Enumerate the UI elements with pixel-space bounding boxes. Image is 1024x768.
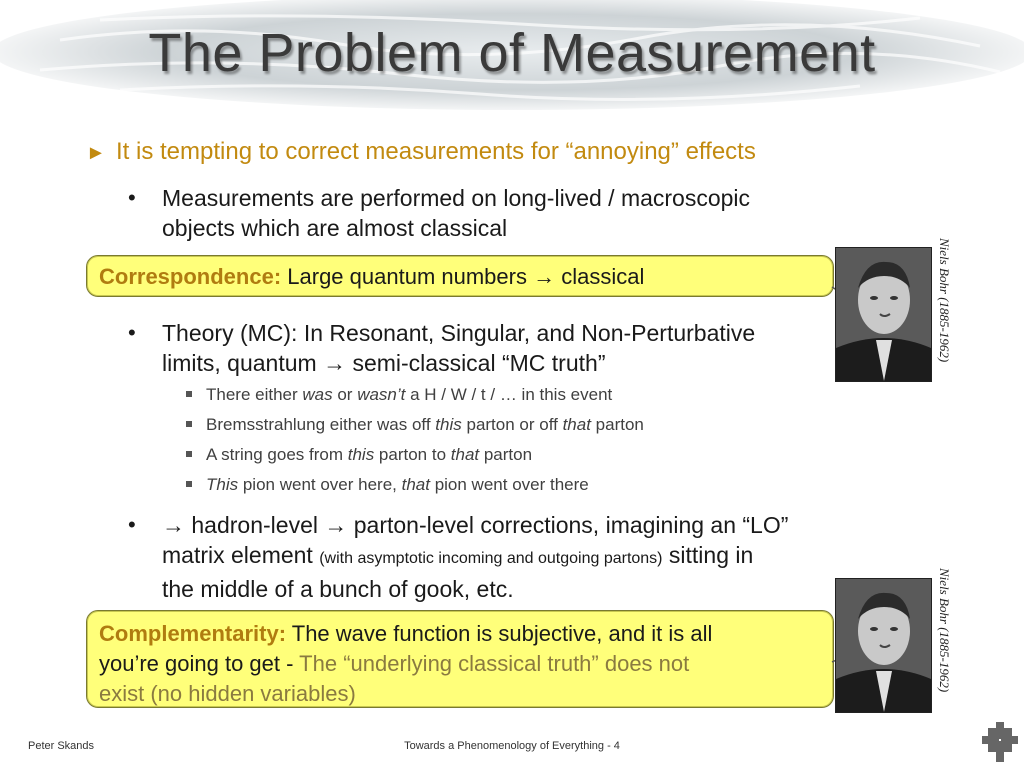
sub3-text: There either (206, 385, 303, 404)
page-title: The Problem of Measurement (148, 23, 876, 83)
sub3-emphasis: that (401, 475, 430, 494)
correspondence-callout (86, 255, 834, 297)
sub3-text: Bremsstrahlung either was off (206, 415, 436, 434)
callout-text: classical (555, 264, 645, 289)
arrow-icon: → (324, 512, 348, 538)
sub3-emphasis: this (435, 415, 462, 434)
callout-label: Correspondence: (99, 264, 282, 289)
sub-bullet-text: parton-level corrections, imagining an “LO” (347, 512, 789, 538)
portrait-photo (835, 578, 932, 713)
callout-text: The wave function is subjective, and it is all (286, 621, 713, 646)
sub3-text: parton (590, 415, 644, 434)
sub-bullet-hadron-level (128, 510, 854, 602)
arrow-icon: → (533, 264, 556, 289)
sub3-text: parton or off (461, 415, 563, 434)
sub-bullet-line: Measurements are performed on long-lived / macroscopic (162, 185, 751, 211)
sub3-text: or (332, 385, 358, 404)
bullet-dot-icon: • (128, 320, 136, 345)
complementarity-callout (86, 610, 834, 708)
sub3-emphasis: This (206, 475, 239, 494)
sub3-emphasis: that (450, 445, 480, 464)
sub-bullet-line: objects which are almost classical (162, 215, 508, 241)
fermilab-logo-icon (982, 722, 1018, 762)
main-bullet-text: It is tempting to correct measurements for “annoying” effects (116, 138, 756, 165)
callout-text: Large quantum numbers (281, 264, 534, 289)
photo-caption: Niels Bohr (1885-1962) (937, 568, 952, 693)
bullet-dot-icon: • (128, 185, 136, 210)
sub-bullet-text: semi-classical “MC truth” (346, 350, 606, 376)
sub3-text: a H / W / t / … in this event (405, 385, 613, 404)
sub3-text: parton to (374, 445, 451, 464)
arrow-icon: → (323, 350, 347, 376)
footer-author: Peter Skands (28, 740, 95, 752)
callout-text: you’re going to get - (99, 651, 300, 676)
arrow-icon: → (162, 512, 185, 538)
square-bullet-icon (186, 421, 192, 427)
square-bullet-icon (186, 391, 192, 397)
sub-bullet-measurements (128, 183, 854, 243)
sub3-emphasis: wasn’t (357, 385, 406, 404)
callout-label: Complementarity: (99, 621, 287, 646)
sub3-text: pion went over here, (238, 475, 402, 494)
main-bullet (86, 138, 756, 166)
footer-title: Towards a Phenomenology of Everything - 4 (404, 740, 620, 752)
callout-grey-text: The “underlying classical truth” does not (299, 651, 690, 676)
square-bullet-icon (186, 481, 192, 487)
sub3-text: pion went over there (429, 475, 589, 494)
sub-bullet-text: matrix element (162, 542, 320, 568)
sub-bullet-theory (128, 318, 854, 378)
sub-bullet-text: limits, quantum (162, 350, 324, 376)
sub3-emphasis: that (562, 415, 591, 434)
right-pointer-icon: ► (86, 142, 106, 164)
sub3-text: A string goes from (206, 445, 348, 464)
bullet-dot-icon: • (128, 512, 136, 537)
sub-bullet-line: Theory (MC): In Resonant, Singular, and Non-Perturbative (162, 320, 756, 346)
sub-bullet-text: sitting in (662, 542, 754, 568)
photo-caption: Niels Bohr (1885-1962) (937, 238, 952, 363)
sub-bullet-line: the middle of a bunch of gook, etc. (162, 576, 514, 602)
sub3-emphasis: was (302, 385, 333, 404)
sub-bullet-text: hadron-level (185, 512, 325, 538)
square-bullet-icon (186, 451, 192, 457)
sub3-emphasis: this (347, 445, 375, 464)
callout-grey-text: exist (no hidden variables) (99, 681, 356, 706)
sub3-text: parton (479, 445, 533, 464)
sub-bullet-small-text: (with asymptotic incoming and outgoing partons) (319, 550, 663, 567)
